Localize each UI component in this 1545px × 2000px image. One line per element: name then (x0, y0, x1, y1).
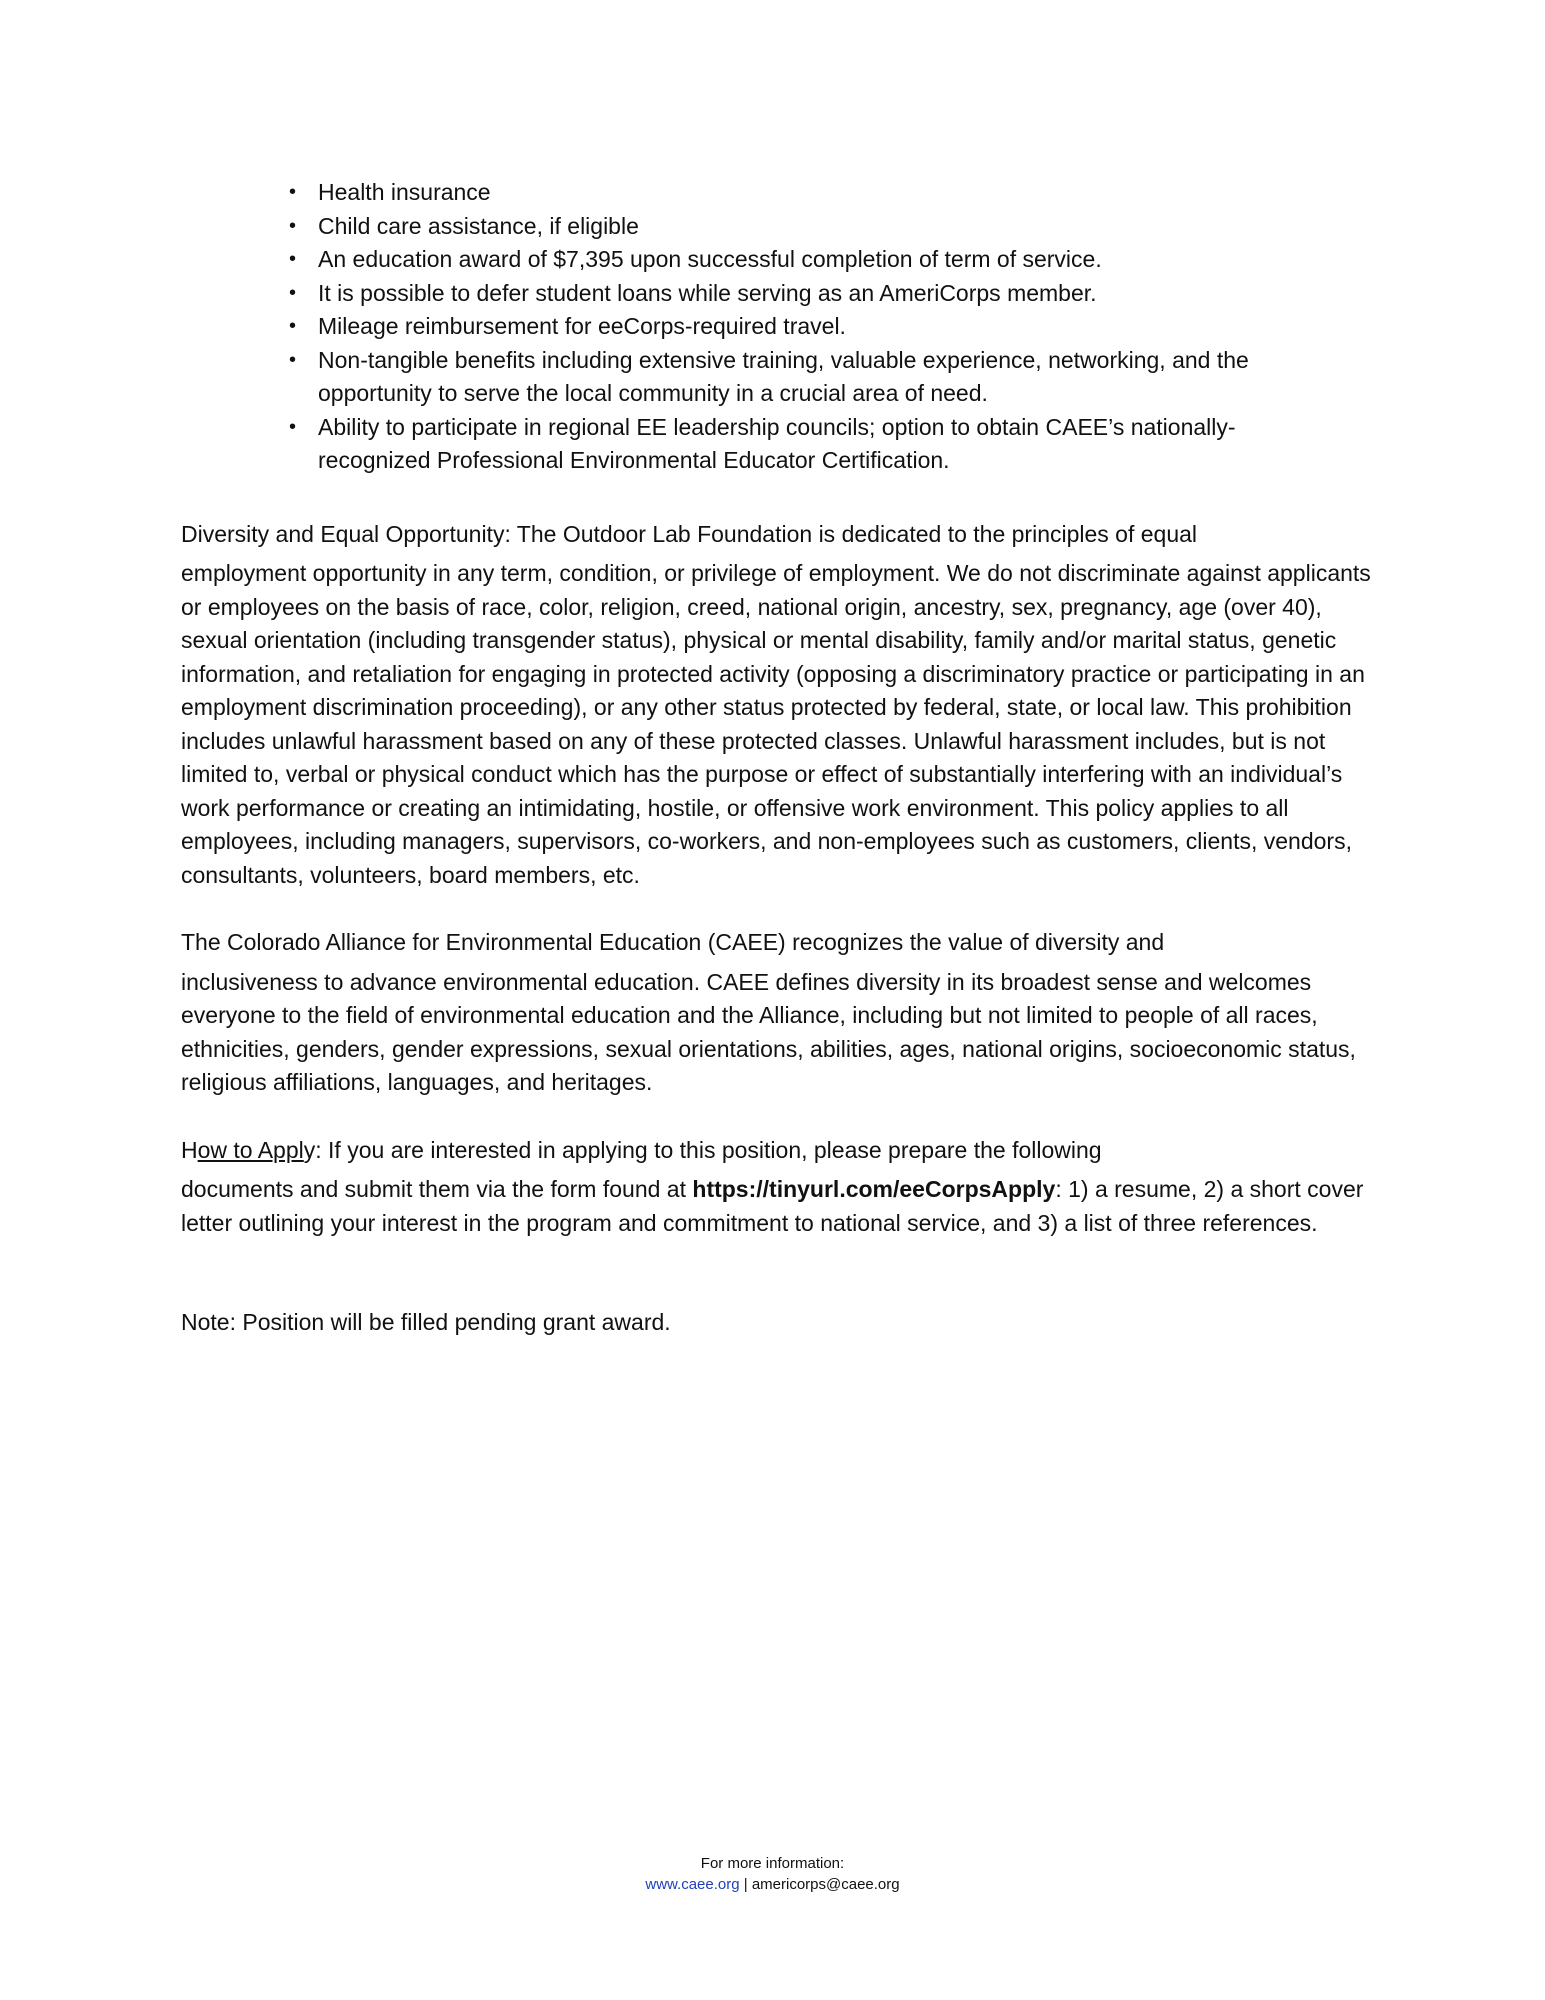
diversity-text: employment opportunity in any term, condition, or privilege of employment. We do not discriminate against applicants or employees on the basis of race, color, religion, creed, national origin, ancestry, sex, pregnancy, age (over 40), sexual orientation (including transgender status), physical or mental disability, family and/or marital status, genetic information, and retaliation for engaging in protected activity (opposing a discriminatory practice or participating in an employment discrimination proceeding), or any other status protected by federal, state, or local law. This prohibition includes unlawful harassment based on any of these protected classes. Unlawful harassment includes, but is not limited to, verbal or physical conduct which has the purpose or effect of substantially interfering with an individual’s work performance or creating an intimidating, hostile, or offensive work environment. This policy applies to all employees, including managers, supervisors, co-workers, and non-employees such as customers, clients, vendors, consultants, volunteers, board members, etc. (181, 560, 1371, 888)
footer-email[interactable]: americorps@caee.org (751, 1876, 900, 1893)
diversity-first-line: Diversity and Equal Opportunity: The Outdoor Lab Foundation is dedicated to the principles of equal (181, 520, 1198, 547)
diversity-paragraph (181, 518, 1381, 893)
apply-label-y: y (303, 1136, 316, 1163)
list-item: • Mileage reimbursement for eeCorps-required travel. (318, 310, 1381, 344)
list-item: • It is possible to defer student loans while serving as an AmeriCorps member. (318, 277, 1381, 311)
footer-label: For more information: (700, 1855, 845, 1872)
apply-first-line-text: : If you are interested in applying to this position, please prepare the following (315, 1136, 1102, 1163)
caee-first-line: The Colorado Alliance for Environmental Education (CAEE) recognizes the value of diversity and (181, 929, 1165, 955)
footer-website-link[interactable]: www.caee.org (645, 1876, 740, 1893)
benefits-list (181, 176, 1381, 478)
footer (0, 1853, 1545, 1895)
apply-paragraph (181, 1134, 1381, 1241)
apply-text-after-url: : 1) a resume, 2) a short cover letter outlining your interest in the program and commitment to national service, and 3) a list of three references. (181, 1176, 1364, 1236)
list-item: • Child care assistance, if eligible (318, 210, 1381, 244)
footer-contact (0, 1874, 1545, 1895)
apply-text-before-url: documents and submit them via the form found at (181, 1176, 693, 1202)
apply-url-link[interactable]: https://tinyurl.com/eeCorpsApply (692, 1176, 1056, 1202)
apply-first-line (181, 1134, 1381, 1168)
caee-text: inclusiveness to advance environmental education. CAEE defines diversity in its broadest sense and welcomes everyone to the field of environmental education and the Alliance, including but not limited to people of all races, ethnicities, genders, gender expressions, sexual orientations, abilities, ages, national origins, socioeconomic status, religious affiliations, languages, and heritages. (181, 968, 1356, 1095)
note-paragraph: Note: Position will be filled pending grant award. (181, 1309, 671, 1335)
apply-label-h: H (181, 1136, 198, 1163)
list-item: • An education award of $7,395 upon successful completion of term of service. (318, 243, 1381, 277)
apply-label-underlined: ow to Appl (197, 1136, 304, 1163)
list-item: • Health insurance (318, 176, 1381, 210)
list-item: • Ability to participate in regional EE leadership councils; option to obtain CAEE’s nationally-recognized Professional Environmental Educator Certification. (318, 411, 1278, 478)
caee-paragraph (181, 926, 1381, 1100)
document-body (181, 176, 1381, 1340)
list-item: • Non-tangible benefits including extensive training, valuable experience, networking, and the opportunity to serve the local community in a crucial area of need. (318, 344, 1338, 411)
footer-separator: | (739, 1876, 752, 1893)
